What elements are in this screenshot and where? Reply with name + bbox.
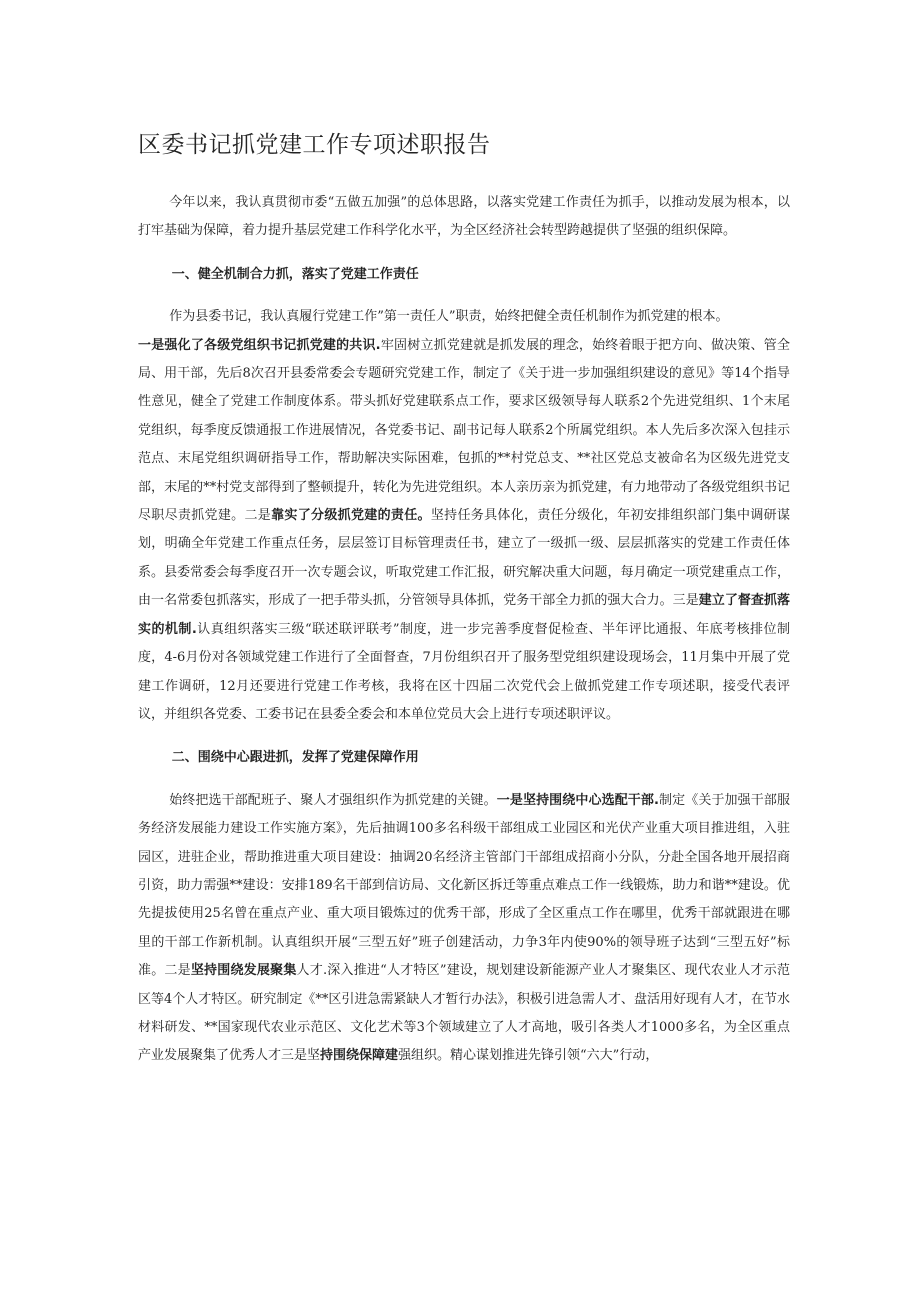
section-1-item-2-title: 靠实了分级抓党建的责任。 (271, 508, 431, 524)
section-1-lead: 作为县委书记，我认真履行党建工作”第一责任人”职责，始终把健全责任机制作为抓党建的根本。 (169, 309, 729, 325)
document-title: 区委书记抓党建工作专项述职报告 (138, 132, 491, 158)
section-1-heading: 一、健全机制合力抓，落实了党建工作责任 (171, 266, 419, 282)
section-2-item-3-title: 持围绕保障建 (320, 1048, 399, 1064)
section-2-body (138, 787, 790, 1071)
section-2-heading: 二、围绕中心跟进抓，发挥了党建保障作用 (171, 750, 419, 766)
section-2-text-2: 制定《关于加强干部服务经济发展能力建设工作实施方案》，先后抽调100多名科级干部组成工业园区和光伏产业重大项目推进组，入驻园区，进驻企业，帮助推进重大项目建设：抽调20名经济主管部门干部组成招商小分队，分赴全国各地开展招商引资，助力需强**建设：安排189名干部到信访局、文化新区拆迁等重点难点工作一线锻炼，助力和谐**建设。优先提拔使用25名曾在重点产业、重大项目锻炼过的优秀干部，形成了全区重点工作在哪里，优秀干部就跟进在哪里的干部工作新机制。认真组织开展“三型五好”班子创建活动，力争3年内使90%的领导班子达到“三型五好”标准。二是 (138, 792, 790, 979)
section-2-item-1-title: 一是坚持围绕中心选配干部. (496, 792, 659, 808)
section-2-text-1: 始终把选干部配班子、聚人才强组织作为抓党建的关键。 (169, 792, 497, 808)
section-1-item-1-title: 一是强化了各级党组织书记抓党建的共识. (138, 337, 381, 353)
section-1-item-3-text: 认真组织落实三级“联述联评联考”制度，进一步完善季度督促检查、半年评比通报、年底考核排位制度，4-6月份对各领域党建工作进行了全面督查，7月份组织召开了服务型党组织建设现场会，11月集中开展了党建工作调研，12月还要进行党建工作考核，我将在区十四届二次党代会上做抓党建工作专项述职，接受代表评议，并组织各党委、工委书记在县委全委会和本单位党员大会上进行专项述职评议。 (138, 621, 790, 722)
section-2-text-3: 人才.深入推进“人才特区”建设，规划建设新能源产业人才聚集区、现代农业人才示范区等4个人才特区。研究制定《**区引进急需紧缺人才暂行办法》，积极引进急需人才、盘活用好现有人才，在节水材料研发、**国家现代农业示范区、文化艺术等3个领域建立了人才高地，吸引各类人才1000多名，为全区重点产业发展聚集了优秀人才三是坚 (138, 963, 790, 1064)
section-1-item-3-title: 建立了督查抓落实的机制. (138, 593, 790, 637)
document-page (138, 128, 790, 1071)
section-2-text-4: 强组织。精心谋划推进先锋引领“六大”行动， (398, 1048, 659, 1064)
section-2-item-2-title: 坚持围绕发展聚集 (190, 963, 297, 979)
section-1-item-1-text: 牢固树立抓党建就是抓发展的理念，始终着眼于把方向、做决策、管全局、用干部，先后8次召开县委常委会专题研究党建工作，制定了《关于进一步加强组织建设的意见》等14个指导性意见，健全了党建工作制度体系。带头抓好党建联系点工作，要求区级领导每人联系2个先进党组织、1个末尾党组织，每季度反馈通报工作进展情况，各党委书记、副书记每人联系2个所属党组织。本人先后多次深入包挂示范点、末尾党组织调研指导工作，帮助解决实际困难，包抓的**村党总支、**社区党总支被命名为区级先进党支部，末尾的**村党支部得到了整顿提升，转化为先进党组织。本人亲历亲为抓党建，有力地带动了各级党组织书记尽职尽责抓党建。二是 (138, 337, 790, 524)
intro-paragraph: 今年以来，我认真贯彻市委“五做五加强”的总体思路，以落实党建工作责任为抓手，以推动发展为根本，以打牢基础为保障，着力提升基层党建工作科学化水平，为全区经济社会转型跨越提供了坚强的组织保障。 (138, 195, 790, 239)
section-1-body (138, 332, 790, 730)
section-1-item-2-text: 坚持任务具体化，责任分级化，年初安排组织部门集中调研谋划，明确全年党建工作重点任务，层层签订目标管理责任书，建立了一级抓一级、层层抓落实的党建工作责任体系。县委常委会每季度召开一次专题会议，听取党建工作汇报，研究解决重大问题，每月确定一项党建重点工作，由一名常委包抓落实，形成了一把手带头抓，分管领导具体抓，党务干部全力抓的强大合力。三是 (138, 508, 790, 609)
